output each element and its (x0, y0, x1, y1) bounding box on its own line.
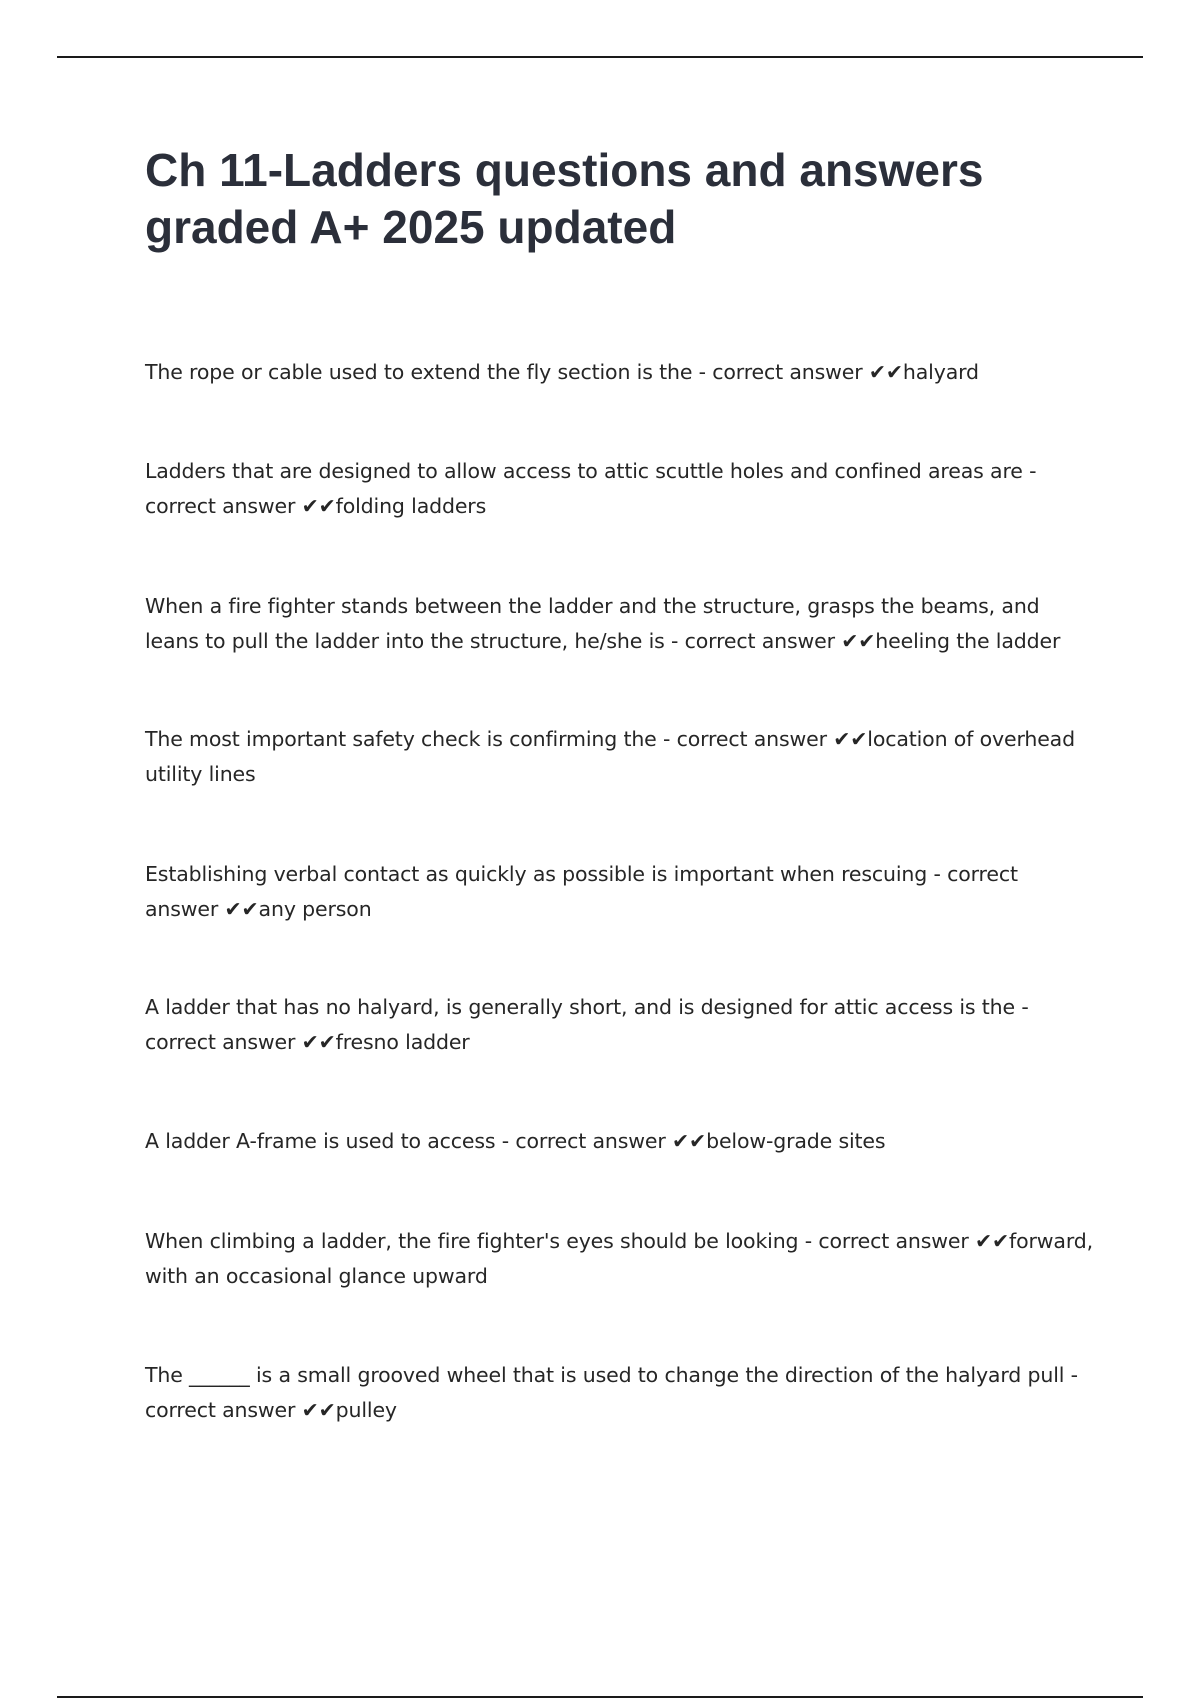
qa-item: The ______ is a small grooved wheel that is used to change the direction of the halyard pull - correct answer ✔✔pulley (145, 1363, 1078, 1422)
qa-item: Establishing verbal contact as quickly as possible is important when rescuing - correct answer ✔✔any person (145, 862, 1018, 921)
bottom-divider (57, 1696, 1143, 1698)
qa-item: When a fire fighter stands between the ladder and the structure, grasps the beams, and leans to pull the ladder into the structure, he/she is - correct answer ✔✔heeling the ladder (145, 594, 1061, 653)
qa-item: A ladder that has no halyard, is generally short, and is designed for attic access is the - correct answer ✔✔fresno ladder (145, 995, 1029, 1054)
qa-item: The most important safety check is confirming the - correct answer ✔✔location of overhead utility lines (145, 727, 1075, 786)
qa-item: Ladders that are designed to allow access to attic scuttle holes and confined areas are - correct answer ✔✔folding ladders (145, 459, 1037, 518)
qa-item: A ladder A-frame is used to access - correct answer ✔✔below-grade sites (145, 1129, 886, 1153)
qa-item: When climbing a ladder, the fire fighter's eyes should be looking - correct answer ✔✔forward, with an occasional glance upward (145, 1229, 1093, 1288)
document-title: Ch 11-Ladders questions and answers graded A+ 2025 updated (145, 144, 984, 253)
qa-item: The rope or cable used to extend the fly section is the - correct answer ✔✔halyard (145, 360, 979, 384)
top-divider (57, 56, 1143, 58)
